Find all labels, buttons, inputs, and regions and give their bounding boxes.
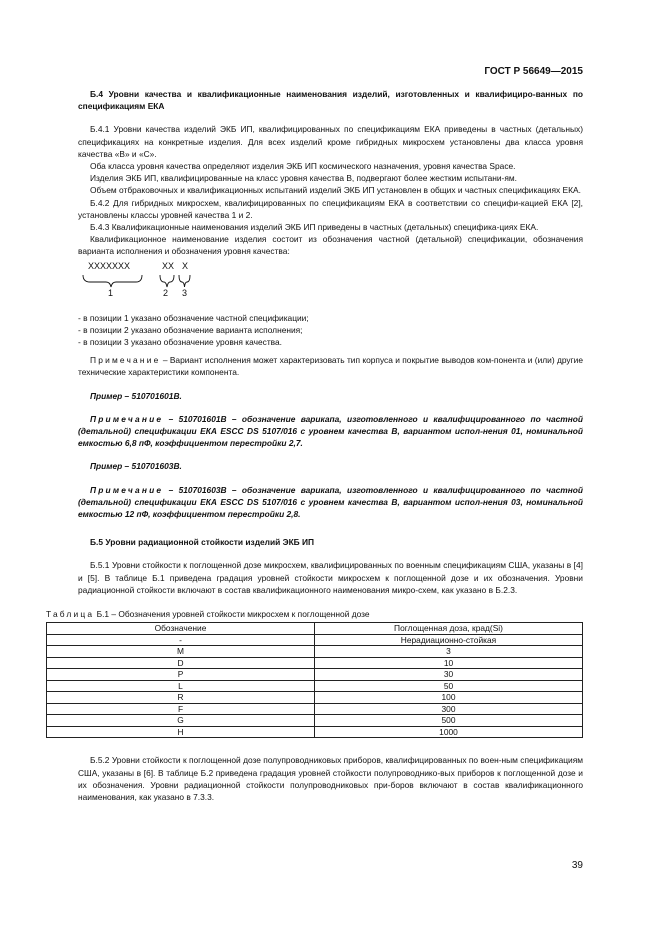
table-cell-designation: - — [47, 634, 315, 646]
table-cell-dose: 3 — [315, 646, 583, 658]
table-cell-designation: H — [47, 726, 315, 738]
table-caption — [46, 608, 583, 620]
table-cell-dose: 10 — [315, 657, 583, 669]
dose-levels-table — [46, 622, 583, 738]
note-text: – 510701603В – обозначение варикапа, изготовленного и квалифицированного по частной (детальной) спецификации ЕКА ESCC DS 5107/016 с уровнем качества В, вариантом испол-нения 03, номинальной емкостью 12 пФ, коэффициентом перестройки 2,8. — [78, 484, 583, 520]
table-cell-dose: 300 — [315, 703, 583, 715]
list-item: - в позиции 2 указано обозначение варианта исполнения; — [78, 324, 303, 335]
table-row — [47, 715, 583, 727]
table-header-designation: Обозначение — [47, 623, 315, 635]
table-cell-designation: D — [47, 657, 315, 669]
table-cell-designation: G — [47, 715, 315, 727]
paragraph-b4-test-scope: Объем отбраковочных и квалификационных испытаний изделий ЭКБ ИП установлен в общих и частных спецификациях ЕКА. — [90, 185, 581, 196]
table-row — [47, 680, 583, 692]
table-row — [47, 634, 583, 646]
diagram-code-spec: XXXXXXX — [88, 260, 131, 271]
example-1: Пример – 510701601В. — [90, 390, 182, 401]
table-cell-dose: Нерадиационно-стойкая — [315, 634, 583, 646]
note-text: – 510701601В – обозначение варикапа, изготовленного и квалифицированного по частной (детальной) спецификации ЕКА ESCC DS 5107/016 с уровнем качества В, вариантом испол-нения 01, номинальной емкостью 6,8 пФ, коэффициентом перестройки 2,7. — [78, 413, 583, 449]
table-cell-designation: R — [47, 692, 315, 704]
diagram-code-variant: XX — [162, 260, 175, 271]
designation-diagram — [78, 260, 583, 306]
note-text: – Вариант исполнения может характеризовать тип корпуса и покрытие выводов ком-понента и (или) другие технические характеристики компонента. — [78, 355, 583, 378]
note-example-2 — [78, 484, 583, 521]
paragraph-b4-name-structure: Квалификационное наименование изделия состоит из обозначения частной (детальной) спецификации, обозначения варианта исполнения и обозначения уровня качества: — [78, 234, 583, 257]
section-b5-title: Б.5 Уровни радиационной стойкости изделий ЭКБ ИП — [90, 537, 315, 548]
paragraph-b4-class-b: Изделия ЭКБ ИП, квалифицированные на класс уровня качества В, подвергают более жестким испытани-ям. — [90, 173, 517, 184]
list-item: - в позиции 3 указано обозначение уровня качества. — [78, 337, 282, 348]
paragraph-b5-2: Б.5.2 Уровни стойкости к поглощенной дозе полупроводниковых приборов, квалифицированных по воен-ным спецификациям США, указаны в [6]. В таблице Б.2 приведена градация уровней стойкости полупроводнико-вых приборов к поглощенной дозе и их обозначения. Уровни радиационной стойкости полупроводниковых при-боров включают в состав квалификационного наименования, как указано в 7.3.3. — [78, 755, 583, 802]
table-header-dose: Поглощенная доза, крад(Si) — [315, 623, 583, 635]
table-caption-label: Таблица — [46, 609, 95, 620]
paragraph-b4-3: Б.4.3 Квалификационные наименования изделий ЭКБ ИП приведены в частных (детальных) специфика-циях ЕКА. — [90, 222, 539, 233]
table-cell-dose: 50 — [315, 680, 583, 692]
table-cell-designation: L — [47, 680, 315, 692]
document-id: ГОСТ Р 56649—2015 — [484, 66, 583, 77]
table-cell-designation: M — [47, 646, 315, 658]
table-row — [47, 692, 583, 704]
paragraph-b5-1: Б.5.1 Уровни стойкости к поглощенной дозе микросхем, квалифицированных по военным спецификациям США, указаны в [4] и [5]. В таблице Б.1 приведена градация уровней стойкости микросхем к поглощенной дозе и их обозначения. Уровни радиационной стойкости включают в состав квалификационного наименования микро-схем, как указано в Б.2.3. — [78, 560, 583, 595]
table-cell-dose: 100 — [315, 692, 583, 704]
table-row — [47, 703, 583, 715]
table-cell-designation: P — [47, 669, 315, 681]
page-content — [46, 88, 583, 803]
table-cell-dose: 1000 — [315, 726, 583, 738]
table-cell-designation: F — [47, 703, 315, 715]
paragraph-b4-quality-classes: Оба класса уровня качества определяют изделия ЭКБ ИП космического назначения, уровня качества Space. — [90, 161, 516, 172]
table-cell-dose: 500 — [315, 715, 583, 727]
section-b4-title: Б.4 Уровни качества и квалификационные наименования изделий, изготовленных и квалифициро-ванных по спецификациям ЕКА — [78, 89, 583, 112]
table-row — [47, 646, 583, 658]
paragraph-b4-1: Б.4.1 Уровни качества изделий ЭКБ ИП, квалифицированных по спецификациям ЕКА приведены в частных (детальных) спецификациях на конкретные изделия. Для всех изделий кроме гибридных микросхем установлены два класса уровня качества «В» и «С». — [78, 124, 583, 159]
paragraph-b4-2: Б.4.2 Для гибридных микросхем, квалифицированных по спецификациям ЕКА в соответствии со специфи-кацией ЕКА [2], установлены классы уровней качества 1 и 2. — [78, 197, 583, 220]
diagram-brackets — [78, 260, 208, 290]
table-row — [47, 657, 583, 669]
page-number: 39 — [571, 860, 583, 871]
diagram-code-quality: X — [182, 260, 189, 271]
diagram-number-3: 3 — [182, 287, 188, 298]
example-2: Пример – 510701603В. — [90, 461, 182, 472]
table-header-row — [47, 623, 583, 635]
note-variant — [78, 354, 583, 378]
note-example-1 — [78, 413, 583, 450]
note-label: Примечание — [90, 484, 164, 495]
table-row — [47, 726, 583, 738]
list-item: - в позиции 1 указано обозначение частной спецификации; — [78, 312, 309, 323]
table-cell-dose: 30 — [315, 669, 583, 681]
note-label: Примечание — [90, 413, 164, 424]
diagram-number-1: 1 — [108, 287, 114, 298]
diagram-number-2: 2 — [163, 287, 169, 298]
table-row — [47, 669, 583, 681]
table-caption-text: Б.1 – Обозначения уровней стойкости микросхем к поглощенной дозе — [94, 609, 370, 620]
note-label: Примечание — [90, 355, 161, 366]
